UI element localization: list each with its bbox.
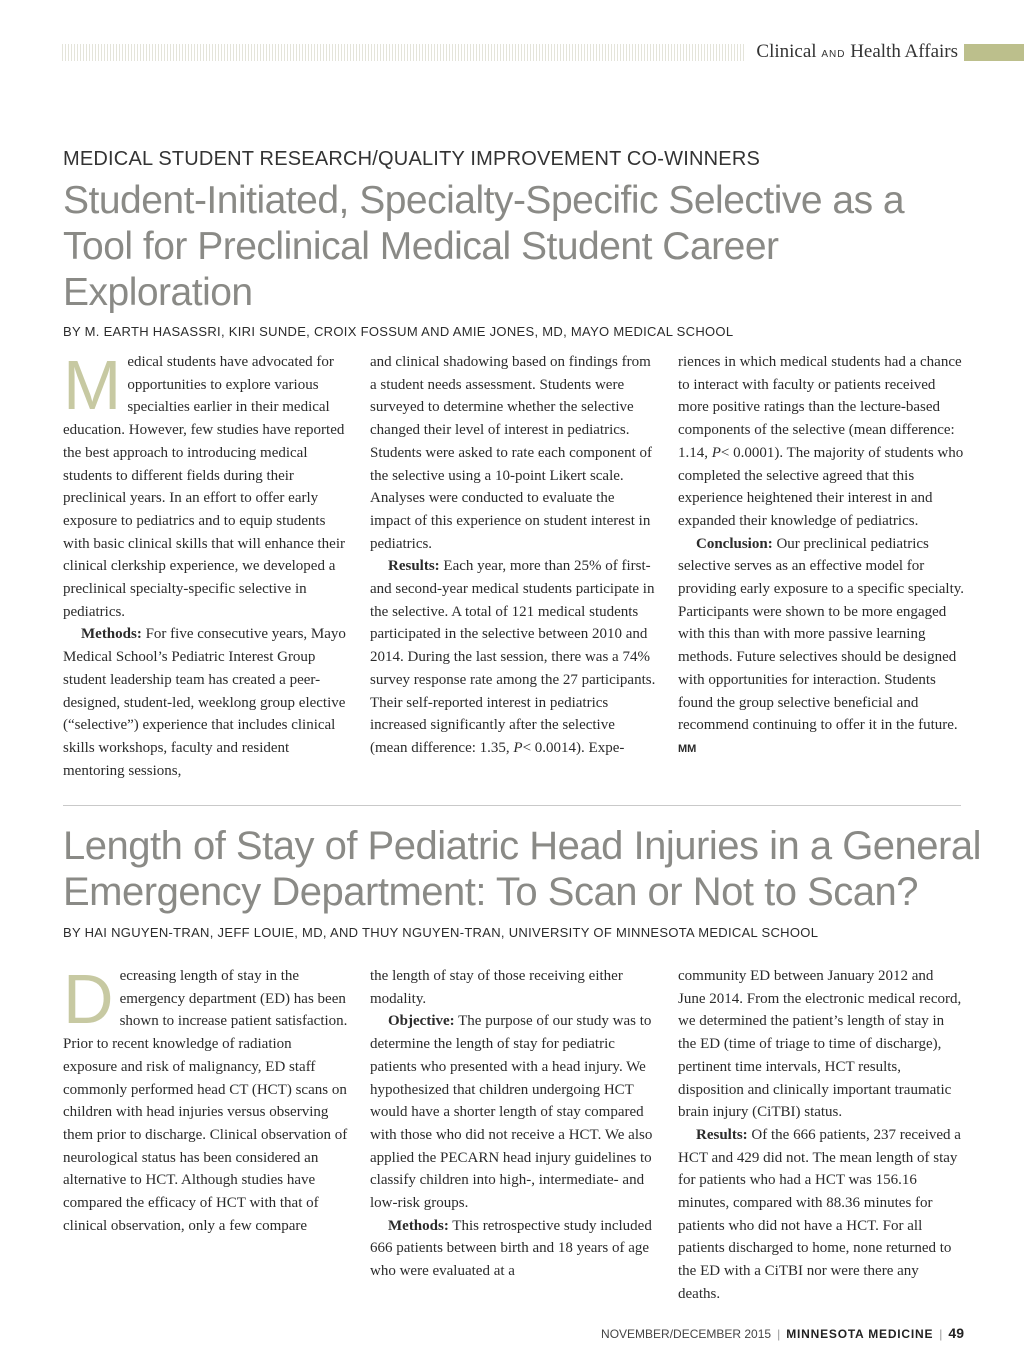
article1-intro-paragraph <box>63 346 349 623</box>
section-header <box>746 40 964 67</box>
article1-conclusion-paragraph <box>678 533 964 761</box>
article1-title: Student-Initiated, Specialty-Specific Selective as a Tool for Preclinical Medical Student Career Exploration <box>63 179 905 314</box>
article1-conclusion-text: Our preclinical pediatrics selective serves as an effective model for providing early exposure to a specific specialty. Participants were shown to be more engaged with this than with more passive learning methods. Future selectives should be designed with opportunities for interaction. Students found the group selective beneficial and recommend continuing to offer it in the future. <box>678 535 965 734</box>
article1-column-3 <box>678 351 964 761</box>
article-end-mark: MM <box>678 742 697 755</box>
article1-methods-paragraph <box>63 623 349 782</box>
article1-col3-paragraph <box>678 351 964 533</box>
article1-col3-text-a: riences in which medical students had a chance to interact with faculty or patients received more positive ratings than the lecture-based components of the selective (mean difference: 1.14, <box>678 354 962 461</box>
article1-col3-p-symbol: P <box>711 444 721 461</box>
header-accent-bar <box>964 44 1024 61</box>
footer-issue: NOVEMBER/DECEMBER 2015 <box>601 1327 772 1341</box>
article2-column-1 <box>63 960 349 1237</box>
article2-intro-paragraph <box>63 960 349 1237</box>
article1-results-text-a: Each year, more than 25% of first- and second-year medical students participate in the selective. A total of 121 medical students participated in the selective between 2010 and 2014. During the last session, there was a 74% survey response rate among the 27 participants. Their self-reported interest in pediatrics increased significantly after the selective (mean difference: 1.35, <box>370 558 656 756</box>
article1-conclusion-label: Conclusion: <box>696 535 773 552</box>
page-footer <box>601 1325 964 1341</box>
article2-results-text: Of the 666 patients, 237 received a HCT and 429 did not. The mean length of stay for patients who had a HCT was 156.16 minutes, compared with 88.36 minutes for patients who did not have a HCT. For all patients discharged to home, none returned to the ED with a CiTBI nor were there any deaths. <box>678 1126 961 1302</box>
article2-methods-text: This retrospective study included 666 patients between birth and 18 years of age who were evaluated at a <box>370 1217 652 1280</box>
article2-title: Length of Stay of Pediatric Head Injuries in a General Emergency Department: To Scan or Not to Scan? <box>63 824 981 914</box>
article1-column-2 <box>370 351 656 760</box>
article1-methods-text: For five consecutive years, Mayo Medical School’s Pediatric Interest Group student leadership team has created a peer-designed, student-led, weeklong group elective (“selective”) experience that includes clinical skills workshops, faculty and resident mentoring sessions, <box>63 626 346 779</box>
page-number: 49 <box>948 1325 964 1341</box>
article2-objective-label: Objective: <box>388 1013 455 1030</box>
article1-methods-label: Methods: <box>81 626 142 643</box>
article1-dropcap: M <box>63 346 122 424</box>
article2-methods-label: Methods: <box>388 1217 449 1234</box>
article1-byline: BY M. EARTH HASASSRI, KIRI SUNDE, CROIX FOSSUM AND AMIE JONES, MD, MAYO MEDICAL SCHOOL <box>63 324 734 339</box>
article1-results-p-symbol: P <box>513 739 523 756</box>
footer-magazine: MINNESOTA MEDICINE <box>786 1327 934 1341</box>
article1-column-1 <box>63 346 349 782</box>
section-header-part1: Clinical <box>756 41 817 62</box>
footer-separator: | <box>777 1327 781 1341</box>
article2-col2-paragraph: the length of stay of those receiving either modality. <box>370 968 623 1007</box>
article1-col3-text-b: < 0.0001). The majority of students who completed the selective agreed that this experience heightened their interest in and expanded their knowledge of pediatrics. <box>678 444 964 529</box>
article1-results-label: Results: <box>388 558 440 575</box>
article2-results-label: Results: <box>696 1126 748 1143</box>
article1-results-paragraph <box>370 555 656 759</box>
article1-intro-text: edical students have advocated for opportunities to explore various specialties earlier in their medical education. However, few studies have reported the best approach to introducing medical students to different fields during their preclinical years. In an effort to offer early exposure to pediatrics and to equip students with basic clinical skills that will enhance their clinical clerkship experience, we developed a preclinical specialty-specific selective in pediatrics. <box>63 354 346 620</box>
section-header-part2: Health Affairs <box>850 41 958 62</box>
section-header-and: AND <box>821 49 846 60</box>
section-kicker: MEDICAL STUDENT RESEARCH/QUALITY IMPROVEMENT CO-WINNERS <box>63 148 761 170</box>
article2-intro-text: ecreasing length of stay in the emergency department (ED) has been shown to increase patient satisfaction. Prior to recent knowledge of radiation exposure and risk of malignancy, ED staff commonly performed head CT (HCT) scans on children with head injuries versus observing them prior to discharge. Clinical observation of neurological status has been considered an alternative to HCT. Although studies have compared the efficacy of HCT with that of clinical observation, only a few compare <box>63 968 348 1234</box>
article2-objective-text: The purpose of our study was to determine the length of stay for pediatric patients who presented with a head injury. We hypothesized that children undergoing HCT would have a shorter length of stay compared with those who did not receive a HCT. We also applied the PECARN head injury guidelines to classify children into high-, intermediate- and low-risk groups. <box>370 1013 653 1212</box>
article2-col3-paragraph: community ED between January 2012 and June 2014. From the electronic medical record, we determined the patient’s length of stay in the ED (time of triage to time of discharge), pertinent time intervals, HCT results, disposition and clinically important traumatic brain injury (CiTBI) status. <box>678 968 962 1121</box>
article1-col2-paragraph: and clinical shadowing based on findings from a student needs assessment. Students were surveyed to determine whether the selective changed their level of interest in pediatrics. Students were asked to rate each component of the selective using a 10-point Likert scale. Analyses were conducted to evaluate the impact of this experience on student interest in pediatrics. <box>370 354 652 552</box>
article2-column-3 <box>678 965 964 1306</box>
article1-results-text-b: < 0.0014). Expe- <box>522 739 625 756</box>
article2-column-2 <box>370 965 656 1283</box>
article2-methods-paragraph <box>370 1215 656 1283</box>
article-divider <box>63 805 961 806</box>
article2-objective-paragraph <box>370 1010 656 1214</box>
footer-separator: | <box>939 1327 943 1341</box>
article2-results-paragraph <box>678 1124 964 1306</box>
article2-byline: BY HAI NGUYEN-TRAN, JEFF LOUIE, MD, AND THUY NGUYEN-TRAN, UNIVERSITY OF MINNESOTA MEDICAL SCHOOL <box>63 925 819 940</box>
article2-dropcap: D <box>63 960 114 1038</box>
